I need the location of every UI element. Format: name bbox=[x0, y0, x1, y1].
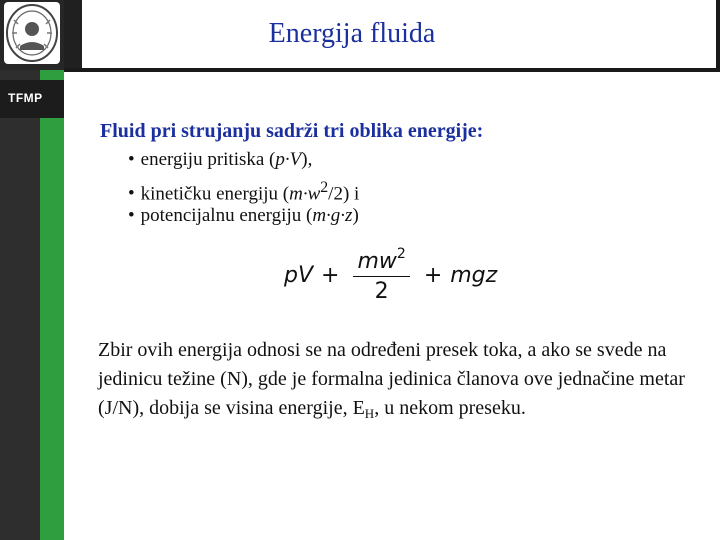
formula-plus: + bbox=[321, 262, 340, 288]
header-strip bbox=[64, 0, 82, 70]
paragraph-tail: , u nekom preseku. bbox=[374, 397, 526, 419]
bullet-text: kinetičku energiju ( bbox=[140, 183, 290, 205]
bullet-sup: 2 bbox=[320, 179, 329, 196]
energy-formula bbox=[284, 246, 497, 304]
bullet-mark: • bbox=[128, 183, 135, 205]
bullet-mark: • bbox=[128, 205, 135, 226]
bullet-item bbox=[128, 202, 359, 230]
header-edge bbox=[716, 0, 720, 72]
university-seal-icon bbox=[4, 2, 60, 64]
body-paragraph bbox=[98, 336, 688, 428]
formula-plus: + bbox=[423, 262, 443, 288]
numerator-sup: 2 bbox=[396, 246, 406, 262]
bullet-tail: ) bbox=[352, 205, 359, 226]
bullet-mark: • bbox=[128, 149, 135, 170]
formula-term-potential: mgz bbox=[450, 262, 498, 288]
formula-fraction bbox=[353, 246, 409, 304]
logo-text: TFMP bbox=[8, 91, 43, 105]
bullet-list bbox=[128, 146, 359, 230]
bullet-expr: m·w bbox=[289, 183, 321, 205]
fraction-denominator: 2 bbox=[374, 279, 389, 304]
paragraph-subscript: H bbox=[364, 406, 375, 421]
bullet-text: potencijalnu energiju ( bbox=[140, 205, 313, 226]
bullet-item bbox=[128, 146, 359, 174]
bullet-expr2: /2 bbox=[328, 183, 343, 205]
formula-term-pressure: pV bbox=[284, 262, 314, 288]
numerator-text: mw bbox=[357, 249, 397, 274]
bullet-text: energiju pritiska ( bbox=[140, 149, 276, 170]
slide-subtitle: Fluid pri strujanju sadrži tri oblika energije: bbox=[100, 120, 484, 142]
bullet-item bbox=[128, 174, 360, 205]
bullet-tail: ), bbox=[301, 149, 313, 170]
logo-area bbox=[0, 0, 64, 70]
fraction-numerator bbox=[353, 246, 409, 277]
paragraph-text: Zbir ovih energija odnosi se na određeni presek toka, a ako se svede na jedinicu težine (N), gde je formalna jedinica članova ove jednačine metar (J/N), dobija se visina energije, E bbox=[98, 339, 685, 419]
slide-title: Energija fluida bbox=[268, 18, 436, 49]
bullet-expr: m·g·z bbox=[312, 205, 353, 226]
bullet-tail: ) i bbox=[342, 183, 360, 205]
bullet-expr: p·V bbox=[275, 149, 302, 170]
